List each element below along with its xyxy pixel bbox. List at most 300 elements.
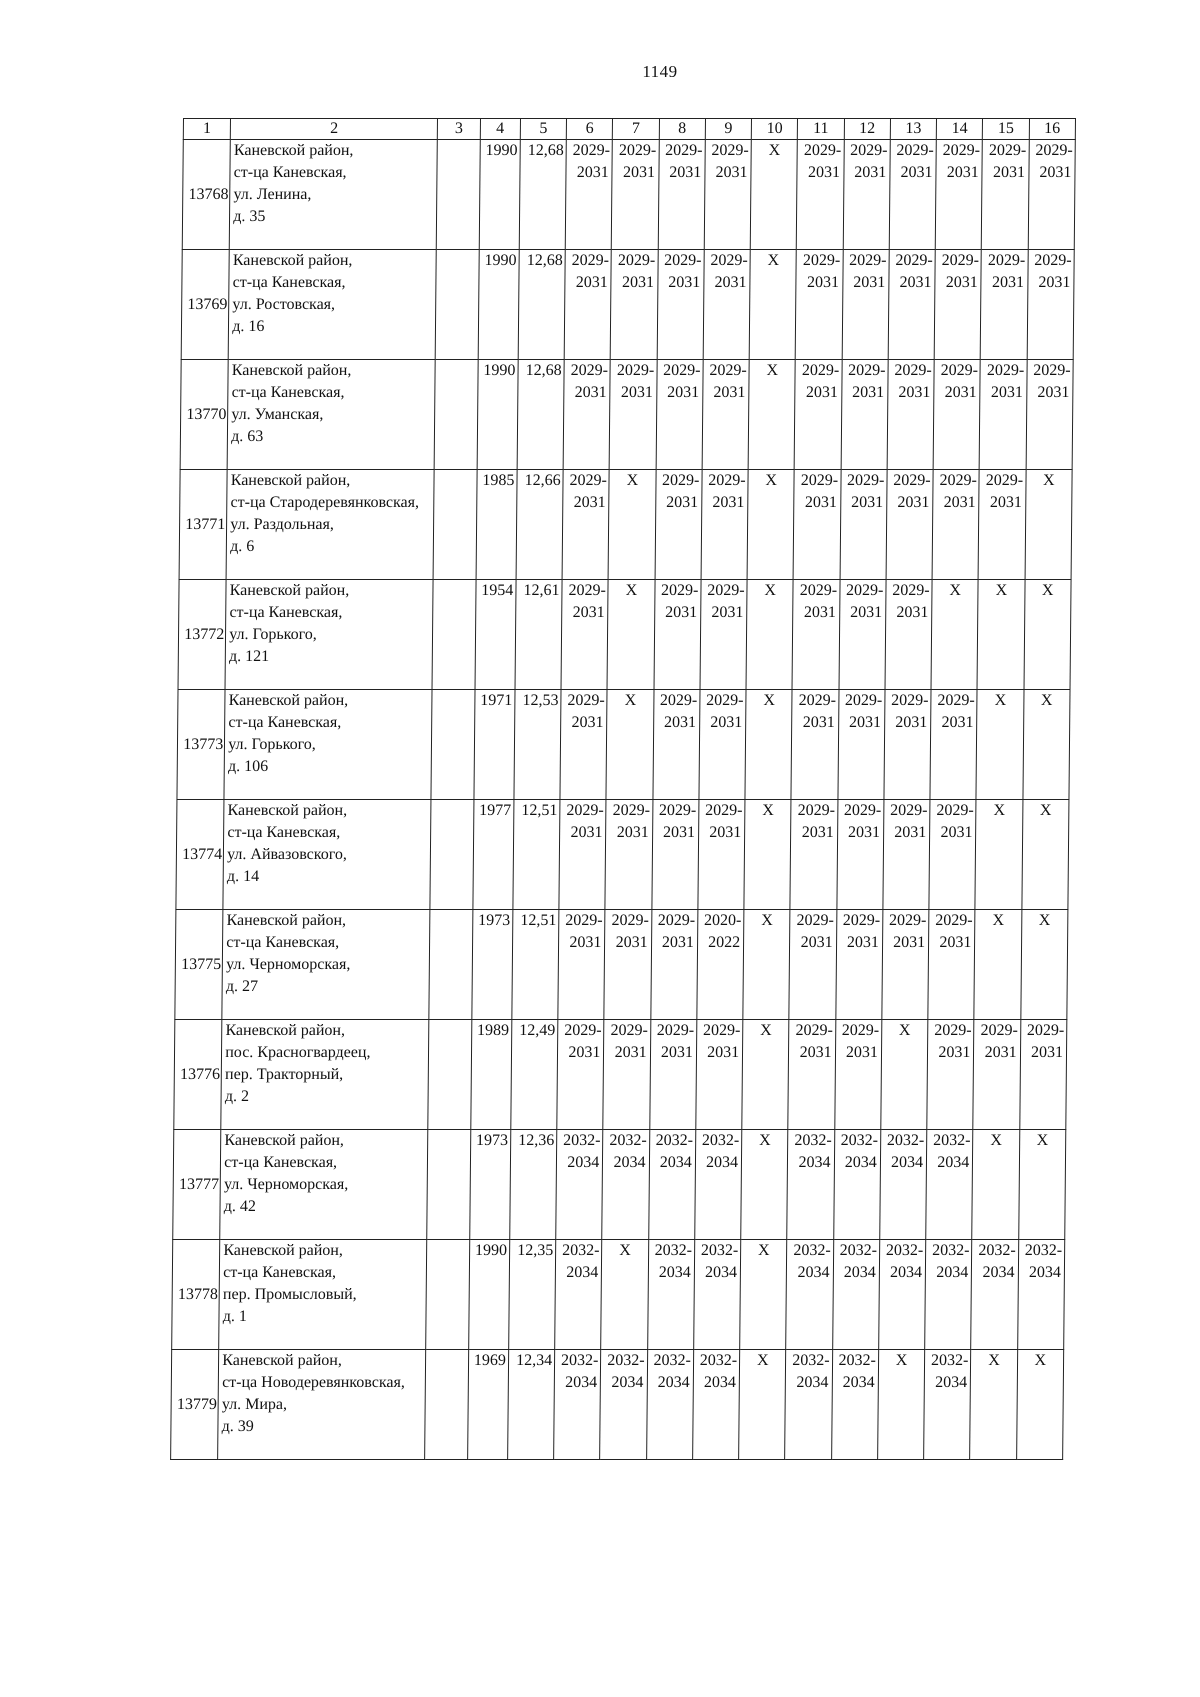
period-text: 2029- 2031 xyxy=(796,912,834,951)
address-cell xyxy=(225,580,433,690)
period-text: 2029- 2031 xyxy=(702,1022,741,1061)
period-text: 2029- 2031 xyxy=(610,1022,648,1061)
period-text: 2032- 2034 xyxy=(1024,1242,1063,1281)
address-line: ул. Черноморская, xyxy=(223,1176,349,1193)
period-cell xyxy=(600,1350,647,1460)
period-text: 2029- 2031 xyxy=(1035,142,1073,181)
period-cell xyxy=(925,1240,972,1350)
year-cell: 1954 xyxy=(475,580,516,690)
period-text: 2029- 2031 xyxy=(848,362,886,401)
row-number: 13773 xyxy=(177,690,225,800)
period-cell xyxy=(840,470,887,580)
period-text: 2029- 2031 xyxy=(896,142,934,181)
period-cell xyxy=(653,690,700,800)
table-row xyxy=(180,360,1073,470)
table-row xyxy=(172,1240,1065,1350)
period-text: 2032- 2034 xyxy=(607,1352,645,1391)
period-text: 2032- 2034 xyxy=(886,1132,925,1171)
period-cell xyxy=(832,1240,879,1350)
address-cell xyxy=(222,910,430,1020)
period-text: 2032- 2034 xyxy=(562,1242,600,1281)
period-text: 2029- 2031 xyxy=(843,802,882,841)
column-number-header: 10 xyxy=(751,119,797,140)
value-cell: 12,51 xyxy=(512,910,559,1020)
period-cell xyxy=(704,140,751,250)
period-cell xyxy=(792,580,839,690)
row-number: 13770 xyxy=(180,360,228,470)
address-line: ст-ца Каневская, xyxy=(223,1264,337,1281)
column-number-header: 6 xyxy=(566,119,612,140)
year-cell: 1971 xyxy=(474,690,515,800)
period-cell xyxy=(978,470,1025,580)
address-line: ст-ца Каневская, xyxy=(232,274,346,291)
table-row xyxy=(174,1020,1067,1130)
period-cell xyxy=(928,910,975,1020)
period-text: 2032- 2034 xyxy=(793,1242,831,1281)
address-line: пос. Красногвардеец, xyxy=(225,1044,371,1061)
period-text: 2029- 2031 xyxy=(980,1022,1018,1061)
period-cell xyxy=(831,1350,878,1460)
period-cell xyxy=(556,1130,603,1240)
period-text: 2029- 2031 xyxy=(567,692,605,731)
period-cell xyxy=(926,1130,973,1240)
period-text: 2032- 2034 xyxy=(563,1132,601,1171)
column-number-header: 4 xyxy=(480,119,520,140)
address-line: Каневской район, xyxy=(223,1242,344,1259)
period-cell xyxy=(650,910,697,1020)
address-line: ул. Ростовская, xyxy=(232,296,336,313)
value-cell: 12,51 xyxy=(513,800,560,910)
period-cell xyxy=(603,1020,650,1130)
period-text: 2029- 2031 xyxy=(1026,1022,1065,1061)
period-cell xyxy=(788,1020,835,1130)
period-text: 2029- 2031 xyxy=(1034,252,1072,291)
column-3-cell xyxy=(435,360,478,470)
period-text: 2029- 2031 xyxy=(611,912,649,951)
period-text: 2032- 2034 xyxy=(839,1242,878,1281)
period-text: 2032- 2034 xyxy=(655,1132,694,1171)
period-cell xyxy=(646,1350,693,1460)
address-line: д. 27 xyxy=(225,978,259,995)
not-applicable-cell: X xyxy=(601,1240,648,1350)
period-cell xyxy=(886,470,933,580)
period-text: 2029- 2031 xyxy=(937,692,975,731)
period-cell xyxy=(563,360,610,470)
period-cell xyxy=(561,580,608,690)
period-text: 2029- 2031 xyxy=(934,1022,972,1061)
row-number: 13774 xyxy=(176,800,224,910)
period-text: 2029- 2031 xyxy=(570,362,609,401)
header-row xyxy=(183,119,1075,140)
period-text: 2029- 2031 xyxy=(663,362,701,401)
register-table xyxy=(170,118,1076,1460)
period-text: 2029- 2031 xyxy=(572,142,611,181)
address-line: ул. Горького, xyxy=(229,626,317,643)
period-text: 2029- 2031 xyxy=(940,362,979,401)
value-cell: 12,61 xyxy=(515,580,562,690)
period-text: 2032- 2034 xyxy=(561,1352,599,1391)
not-applicable-cell: X xyxy=(745,690,792,800)
row-number: 13776 xyxy=(174,1020,222,1130)
address-line: ул. Черноморская, xyxy=(226,956,351,973)
period-text: 2029- 2031 xyxy=(803,142,842,181)
period-cell xyxy=(652,800,699,910)
column-3-cell xyxy=(430,800,473,910)
period-cell xyxy=(927,1020,974,1130)
column-number-header: 11 xyxy=(798,119,844,140)
period-cell xyxy=(696,1020,743,1130)
not-applicable-cell: X xyxy=(740,1240,787,1350)
column-3-cell xyxy=(433,470,476,580)
period-text: 2029- 2031 xyxy=(986,362,1025,401)
period-cell xyxy=(655,470,702,580)
period-text: 2029- 2031 xyxy=(890,802,928,841)
column-number-header: 12 xyxy=(844,119,890,140)
period-text: 2029- 2031 xyxy=(842,912,881,951)
period-cell xyxy=(880,1130,927,1240)
period-cell xyxy=(929,800,976,910)
address-line: ул. Ленина, xyxy=(233,186,312,203)
year-cell: 1990 xyxy=(468,1240,509,1350)
period-text: 2029- 2031 xyxy=(895,252,933,291)
address-line: д. 106 xyxy=(227,758,269,775)
period-cell xyxy=(933,360,980,470)
column-3-cell xyxy=(428,1020,471,1130)
not-applicable-cell: X xyxy=(744,800,791,910)
period-text: 2032- 2034 xyxy=(932,1242,970,1281)
address-line: Каневской район, xyxy=(230,472,351,489)
period-cell xyxy=(560,690,607,800)
address-line: д. 2 xyxy=(224,1088,250,1105)
period-cell xyxy=(797,140,844,250)
period-cell xyxy=(702,360,749,470)
not-applicable-cell: X xyxy=(977,580,1024,690)
period-text: 2029- 2031 xyxy=(841,1022,880,1061)
period-text: 2029- 2031 xyxy=(797,802,836,841)
address-line: ст-ца Каневская, xyxy=(231,384,345,401)
not-applicable-cell: X xyxy=(1020,910,1067,1020)
period-text: 2032- 2034 xyxy=(933,1132,971,1171)
column-3-cell xyxy=(437,140,480,250)
address-line: д. 39 xyxy=(221,1418,254,1435)
period-text: 2020- 2022 xyxy=(703,912,742,951)
period-cell xyxy=(885,580,932,690)
period-text: 2029- 2031 xyxy=(800,472,839,511)
column-3-cell xyxy=(425,1350,468,1460)
year-cell: 1977 xyxy=(473,800,514,910)
row-number: 13772 xyxy=(178,580,226,690)
period-cell xyxy=(612,140,659,250)
period-cell xyxy=(839,580,886,690)
not-applicable-cell: X xyxy=(1016,1350,1063,1460)
register-body xyxy=(171,119,1076,1460)
not-applicable-cell: X xyxy=(1024,580,1071,690)
period-cell xyxy=(785,1350,832,1460)
table-row xyxy=(175,910,1068,1020)
period-cell xyxy=(656,360,703,470)
address-cell xyxy=(223,800,431,910)
period-cell xyxy=(787,1130,834,1240)
table-row xyxy=(178,580,1071,690)
period-text: 2029- 2031 xyxy=(569,472,607,511)
not-applicable-cell: X xyxy=(741,1130,788,1240)
address-cell xyxy=(228,250,436,360)
period-text: 2032- 2034 xyxy=(931,1352,969,1391)
period-text: 2029- 2031 xyxy=(849,252,887,291)
period-text: 2032- 2034 xyxy=(840,1132,879,1171)
row-number: 13775 xyxy=(175,910,223,1020)
address-line: д. 16 xyxy=(232,318,265,335)
period-cell xyxy=(701,470,748,580)
address-line: Каневской район, xyxy=(229,582,350,599)
period-cell xyxy=(932,470,979,580)
address-line: ул. Уманская, xyxy=(231,406,324,423)
period-cell xyxy=(889,140,936,250)
value-cell: 12,34 xyxy=(507,1350,554,1460)
address-line: Каневской район, xyxy=(225,1022,346,1039)
year-cell: 1973 xyxy=(471,910,512,1020)
period-text: 2029- 2031 xyxy=(612,802,651,841)
column-number-header: 3 xyxy=(438,119,480,140)
address-line: Каневской район, xyxy=(222,1352,342,1369)
period-cell xyxy=(882,910,929,1020)
period-text: 2029- 2031 xyxy=(894,362,932,401)
period-cell xyxy=(837,800,884,910)
column-3-cell xyxy=(431,690,474,800)
column-3-cell xyxy=(426,1240,469,1350)
period-cell xyxy=(557,1020,604,1130)
year-cell: 1985 xyxy=(476,470,517,580)
column-3-cell xyxy=(429,910,472,1020)
table-row xyxy=(177,690,1070,800)
period-text: 2032- 2034 xyxy=(794,1132,832,1171)
period-text: 2029- 2031 xyxy=(707,582,745,621)
period-cell xyxy=(796,250,843,360)
period-cell xyxy=(694,1240,741,1350)
period-cell xyxy=(698,800,745,910)
period-cell xyxy=(605,800,652,910)
period-text: 2029- 2031 xyxy=(565,912,603,951)
address-line: ст-ца Стародеревянковская, xyxy=(230,494,420,511)
address-line: ст-ца Новодеревянковская, xyxy=(222,1374,405,1391)
address-cell xyxy=(229,140,437,250)
address-line: Каневской район, xyxy=(228,692,349,709)
period-cell xyxy=(611,250,658,360)
not-applicable-cell: X xyxy=(1018,1130,1065,1240)
address-line: Каневской район, xyxy=(231,362,352,379)
period-text: 2029- 2031 xyxy=(571,252,610,291)
period-cell xyxy=(833,1130,880,1240)
address-line: д. 63 xyxy=(231,428,264,445)
address-line: ст-ца Каневская, xyxy=(224,1154,338,1171)
period-cell xyxy=(564,250,611,360)
address-cell xyxy=(226,470,434,580)
address-line: пер. Тракторный, xyxy=(224,1066,344,1083)
period-cell xyxy=(924,1350,971,1460)
period-cell xyxy=(879,1240,926,1350)
period-cell xyxy=(649,1020,696,1130)
period-cell xyxy=(835,910,882,1020)
period-cell xyxy=(554,1350,601,1460)
period-cell xyxy=(971,1240,1018,1350)
address-cell xyxy=(218,1350,426,1460)
row-number: 13779 xyxy=(171,1350,219,1460)
period-text: 2029- 2031 xyxy=(846,472,885,511)
not-applicable-cell: X xyxy=(976,690,1023,800)
period-text: 2029- 2031 xyxy=(659,692,698,731)
period-cell xyxy=(982,140,1029,250)
not-applicable-cell: X xyxy=(606,690,653,800)
period-cell xyxy=(602,1130,649,1240)
period-text: 2029- 2031 xyxy=(801,362,840,401)
year-cell: 1989 xyxy=(470,1020,511,1130)
period-text: 2029- 2031 xyxy=(799,582,838,621)
period-text: 2029- 2031 xyxy=(708,472,746,511)
period-text: 2029- 2031 xyxy=(888,912,927,951)
period-cell xyxy=(565,140,612,250)
page-number: 1149 xyxy=(642,62,678,81)
period-cell xyxy=(834,1020,881,1130)
period-cell xyxy=(703,250,750,360)
period-text: 2029- 2031 xyxy=(802,252,841,291)
period-text: 2029- 2031 xyxy=(891,692,929,731)
column-number-header: 5 xyxy=(520,119,566,140)
table-row xyxy=(173,1130,1066,1240)
not-applicable-cell: X xyxy=(742,1020,789,1130)
address-line: ул. Мира, xyxy=(221,1396,288,1413)
year-cell: 1990 xyxy=(477,360,518,470)
period-text: 2029- 2031 xyxy=(798,692,837,731)
period-text: 2029- 2031 xyxy=(941,252,980,291)
period-cell xyxy=(789,910,836,1020)
period-text: 2029- 2031 xyxy=(660,582,699,621)
period-text: 2029- 2031 xyxy=(657,912,696,951)
period-cell xyxy=(979,360,1026,470)
period-cell xyxy=(657,250,704,360)
period-text: 2029- 2031 xyxy=(706,692,744,731)
not-applicable-cell: X xyxy=(972,1130,1019,1240)
column-number-header: 2 xyxy=(231,119,438,140)
period-text: 2029- 2031 xyxy=(618,142,657,181)
address-line: ст-ца Каневская, xyxy=(226,934,340,951)
not-applicable-cell: X xyxy=(750,140,797,250)
period-cell xyxy=(934,250,981,360)
address-cell xyxy=(220,1130,428,1240)
value-cell: 12,68 xyxy=(518,250,565,360)
period-text: 2029- 2031 xyxy=(987,252,1026,291)
period-cell xyxy=(935,140,982,250)
period-cell xyxy=(790,800,837,910)
period-cell xyxy=(1017,1240,1064,1350)
address-line: д. 1 xyxy=(222,1308,247,1325)
period-cell xyxy=(791,690,838,800)
column-3-cell xyxy=(427,1130,470,1240)
period-text: 2029- 2031 xyxy=(985,472,1024,511)
period-text: 2032- 2034 xyxy=(653,1352,692,1391)
period-cell xyxy=(841,360,888,470)
period-cell xyxy=(838,690,885,800)
value-cell: 12,36 xyxy=(510,1130,557,1240)
period-cell xyxy=(843,140,890,250)
column-number-header: 9 xyxy=(705,119,751,140)
year-cell: 1990 xyxy=(478,250,519,360)
period-text: 2029- 2031 xyxy=(616,362,655,401)
address-line: ст-ца Каневская, xyxy=(229,604,343,621)
column-number-header: 16 xyxy=(1029,119,1076,140)
row-number: 13771 xyxy=(179,470,227,580)
row-number: 13777 xyxy=(173,1130,221,1240)
period-text: 2029- 2031 xyxy=(709,362,747,401)
period-text: 2032- 2034 xyxy=(654,1242,693,1281)
period-text: 2029- 2031 xyxy=(656,1022,695,1061)
not-applicable-cell: X xyxy=(1022,800,1069,910)
address-line: ул. Раздольная, xyxy=(230,516,334,533)
period-text: 2029- 2031 xyxy=(935,912,973,951)
column-number-header: 15 xyxy=(983,119,1029,140)
period-text: 2032- 2034 xyxy=(701,1132,740,1171)
period-cell xyxy=(883,800,930,910)
column-3-cell xyxy=(432,580,475,690)
period-cell xyxy=(842,250,889,360)
address-line: Каневской район, xyxy=(224,1132,345,1149)
column-number-header: 7 xyxy=(613,119,659,140)
address-line: ст-ца Каневская, xyxy=(233,164,347,181)
not-applicable-cell: X xyxy=(608,470,655,580)
value-cell: 12,66 xyxy=(516,470,563,580)
year-cell: 1973 xyxy=(469,1130,510,1240)
address-line: д. 42 xyxy=(223,1198,257,1215)
row-number: 13778 xyxy=(172,1240,220,1350)
table-row xyxy=(182,140,1075,250)
value-cell: 12,35 xyxy=(509,1240,556,1350)
not-applicable-cell: X xyxy=(974,910,1021,1020)
period-cell xyxy=(794,360,841,470)
table-row xyxy=(171,1350,1064,1460)
period-text: 2029- 2031 xyxy=(710,252,748,291)
not-applicable-cell: X xyxy=(970,1350,1017,1460)
period-text: 2029- 2031 xyxy=(665,142,703,181)
not-applicable-cell: X xyxy=(748,360,795,470)
period-cell xyxy=(1027,250,1074,360)
value-cell: 12,53 xyxy=(514,690,561,800)
period-text: 2029- 2031 xyxy=(566,802,604,841)
period-cell xyxy=(884,690,931,800)
period-text: 2029- 2031 xyxy=(893,472,931,511)
period-text: 2029- 2031 xyxy=(617,252,656,291)
not-applicable-cell: X xyxy=(743,910,790,1020)
value-cell: 12,68 xyxy=(517,360,564,470)
address-cell xyxy=(224,690,432,800)
value-cell: 12,68 xyxy=(519,140,566,250)
period-cell xyxy=(647,1240,694,1350)
period-text: 2032- 2034 xyxy=(885,1242,924,1281)
period-text: 2029- 2031 xyxy=(795,1022,833,1061)
column-3-cell xyxy=(436,250,479,360)
address-cell xyxy=(219,1240,427,1350)
year-cell: 1969 xyxy=(467,1350,508,1460)
year-cell: 1990 xyxy=(479,140,520,250)
register-sheet xyxy=(170,118,1076,1460)
row-number: 13768 xyxy=(182,140,230,250)
period-cell xyxy=(562,470,609,580)
period-text: 2032- 2034 xyxy=(699,1352,738,1391)
not-applicable-cell: X xyxy=(607,580,654,690)
period-text: 2029- 2031 xyxy=(845,582,884,621)
period-cell xyxy=(786,1240,833,1350)
table-row xyxy=(181,250,1074,360)
not-applicable-cell: X xyxy=(739,1350,786,1460)
period-text: 2029- 2031 xyxy=(850,142,888,181)
